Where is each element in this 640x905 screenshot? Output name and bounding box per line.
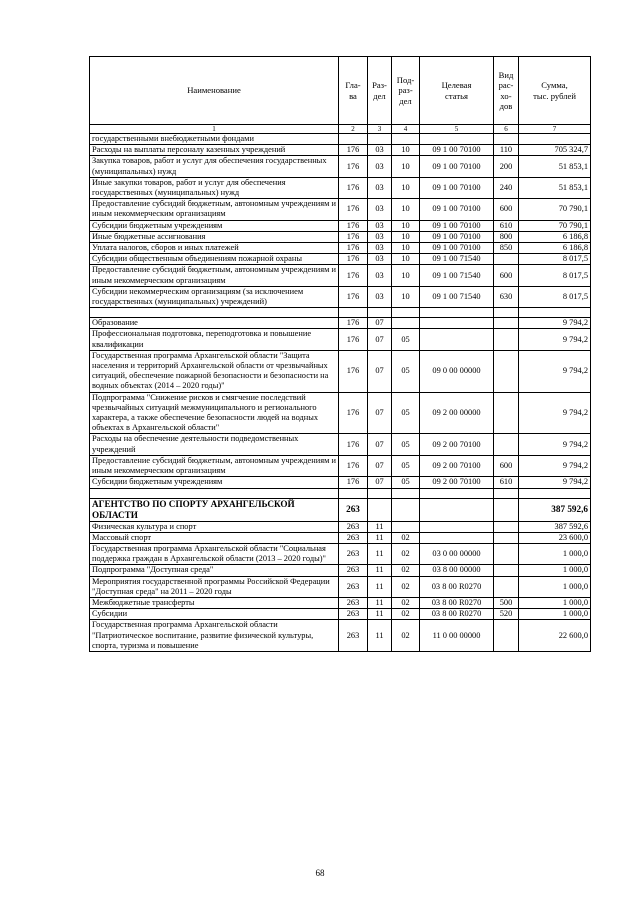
row-glava: 263 bbox=[339, 576, 368, 597]
row-glava bbox=[339, 488, 368, 498]
row-podrazdel bbox=[392, 134, 420, 145]
row-name: Мероприятия государственной программы Российской Федерации "Доступная среда" на 2011 – 2020 годы bbox=[90, 576, 339, 597]
row-name: Субсидии бюджетным учреждениям bbox=[90, 477, 339, 488]
row-razdel: 07 bbox=[368, 434, 392, 455]
row-target-article bbox=[420, 488, 494, 498]
row-razdel: 07 bbox=[368, 350, 392, 392]
row-name: Государственная программа Архангельской области "Социальная поддержка граждан в Архангельской области (2013 – 2020 годы)" bbox=[90, 543, 339, 564]
row-sum: 9 794,2 bbox=[519, 318, 591, 329]
header-sum: Сумма, тыс. рублей bbox=[519, 57, 591, 125]
row-target-article: 03 8 00 R0270 bbox=[420, 576, 494, 597]
row-razdel: 11 bbox=[368, 521, 392, 532]
row-name: Образование bbox=[90, 318, 339, 329]
row-podrazdel: 10 bbox=[392, 231, 420, 242]
row-name bbox=[90, 488, 339, 498]
row-expense-type bbox=[494, 308, 519, 318]
row-name: Подпрограмма "Доступная среда" bbox=[90, 565, 339, 576]
row-expense-type bbox=[494, 521, 519, 532]
row-expense-type bbox=[494, 498, 519, 521]
row-glava: 263 bbox=[339, 620, 368, 652]
row-podrazdel: 10 bbox=[392, 254, 420, 265]
col-number: 2 bbox=[339, 125, 368, 134]
row-sum: 9 794,2 bbox=[519, 434, 591, 455]
row-target-article bbox=[420, 329, 494, 350]
row-sum bbox=[519, 488, 591, 498]
row-expense-type: 110 bbox=[494, 145, 519, 156]
row-name: Государственная программа Архангельской области "Защита населения и территорий Архангельской области от чрезвычайных ситуаций, обеспечение пожарной безопасности и безопасности на водных объектах (2014 – 2020 годы)" bbox=[90, 350, 339, 392]
row-target-article bbox=[420, 134, 494, 145]
row-glava: 263 bbox=[339, 609, 368, 620]
row-podrazdel: 05 bbox=[392, 329, 420, 350]
row-name: Межбюджетные трансферты bbox=[90, 597, 339, 608]
row-razdel: 07 bbox=[368, 455, 392, 476]
row-razdel: 11 bbox=[368, 576, 392, 597]
row-expense-type bbox=[494, 350, 519, 392]
row-glava: 176 bbox=[339, 254, 368, 265]
row-sum: 1 000,0 bbox=[519, 565, 591, 576]
table-row bbox=[90, 392, 591, 434]
row-sum: 8 017,5 bbox=[519, 254, 591, 265]
row-name: Массовый спорт bbox=[90, 532, 339, 543]
row-glava bbox=[339, 308, 368, 318]
row-name: Физическая культура и спорт bbox=[90, 521, 339, 532]
row-name: Иные закупки товаров, работ и услуг для обеспечения государственных (муниципальных) нужд bbox=[90, 177, 339, 198]
row-podrazdel: 10 bbox=[392, 156, 420, 177]
row-razdel: 07 bbox=[368, 318, 392, 329]
row-podrazdel: 02 bbox=[392, 597, 420, 608]
table-row bbox=[90, 498, 591, 521]
table-row bbox=[90, 243, 591, 254]
row-expense-type: 600 bbox=[494, 455, 519, 476]
row-target-article: 09 2 00 00000 bbox=[420, 392, 494, 434]
row-glava: 263 bbox=[339, 597, 368, 608]
row-razdel: 07 bbox=[368, 392, 392, 434]
row-expense-type: 630 bbox=[494, 286, 519, 307]
row-podrazdel: 02 bbox=[392, 620, 420, 652]
row-glava: 263 bbox=[339, 543, 368, 564]
row-podrazdel: 10 bbox=[392, 199, 420, 220]
table-row bbox=[90, 145, 591, 156]
row-sum: 1 000,0 bbox=[519, 576, 591, 597]
row-glava: 263 bbox=[339, 498, 368, 521]
row-expense-type: 600 bbox=[494, 265, 519, 286]
row-sum: 1 000,0 bbox=[519, 609, 591, 620]
row-sum: 22 600,0 bbox=[519, 620, 591, 652]
row-podrazdel: 02 bbox=[392, 543, 420, 564]
row-razdel: 11 bbox=[368, 565, 392, 576]
row-podrazdel: 05 bbox=[392, 350, 420, 392]
header-razdel: Раз- дел bbox=[368, 57, 392, 125]
row-target-article: 09 1 00 71540 bbox=[420, 286, 494, 307]
row-sum: 1 000,0 bbox=[519, 597, 591, 608]
row-target-article: 03 8 00 00000 bbox=[420, 565, 494, 576]
row-name: государственными внебюджетными фондами bbox=[90, 134, 339, 145]
row-sum: 6 186,8 bbox=[519, 243, 591, 254]
table-row bbox=[90, 254, 591, 265]
row-razdel: 07 bbox=[368, 329, 392, 350]
row-target-article: 09 1 00 71540 bbox=[420, 265, 494, 286]
row-podrazdel: 10 bbox=[392, 265, 420, 286]
row-sum: 51 853,1 bbox=[519, 177, 591, 198]
row-razdel: 03 bbox=[368, 156, 392, 177]
row-razdel: 03 bbox=[368, 243, 392, 254]
table-row bbox=[90, 434, 591, 455]
col-number: 5 bbox=[420, 125, 494, 134]
header-podrazdel: Под- раз- дел bbox=[392, 57, 420, 125]
page-number: 68 bbox=[315, 868, 325, 878]
row-expense-type bbox=[494, 565, 519, 576]
col-number: 1 bbox=[90, 125, 339, 134]
row-expense-type bbox=[494, 329, 519, 350]
row-name: Расходы на обеспечение деятельности подведомственных учреждений bbox=[90, 434, 339, 455]
row-sum bbox=[519, 308, 591, 318]
row-expense-type bbox=[494, 434, 519, 455]
row-name: Предоставление субсидий бюджетным, автономным учреждениям и иным некоммерческим организациям bbox=[90, 199, 339, 220]
row-glava: 176 bbox=[339, 286, 368, 307]
row-podrazdel: 10 bbox=[392, 286, 420, 307]
row-target-article: 09 1 00 70100 bbox=[420, 145, 494, 156]
row-glava bbox=[339, 134, 368, 145]
row-glava: 176 bbox=[339, 329, 368, 350]
row-razdel: 03 bbox=[368, 177, 392, 198]
row-target-article: 09 0 00 00000 bbox=[420, 350, 494, 392]
row-sum: 387 592,6 bbox=[519, 521, 591, 532]
col-number: 4 bbox=[392, 125, 420, 134]
spacer-row bbox=[90, 308, 591, 318]
row-razdel bbox=[368, 134, 392, 145]
row-expense-type: 600 bbox=[494, 199, 519, 220]
row-glava: 176 bbox=[339, 177, 368, 198]
row-name: Государственная программа Архангельской области "Патриотическое воспитание, развитие физической культуры, спорта, туризма и повышение bbox=[90, 620, 339, 652]
budget-table bbox=[89, 56, 591, 652]
header-glava: Гла- ва bbox=[339, 57, 368, 125]
row-razdel: 03 bbox=[368, 145, 392, 156]
row-podrazdel: 10 bbox=[392, 145, 420, 156]
table-row bbox=[90, 521, 591, 532]
budget-page bbox=[89, 56, 590, 652]
spacer-row bbox=[90, 488, 591, 498]
row-razdel: 11 bbox=[368, 620, 392, 652]
row-target-article bbox=[420, 318, 494, 329]
row-expense-type bbox=[494, 392, 519, 434]
row-name: Подпрограмма "Снижение рисков и смягчение последствий чрезвычайных ситуаций межмуниципального и регионального характера, а также обеспечение безопасности людей на водных объектах в Архангельской области" bbox=[90, 392, 339, 434]
row-glava: 176 bbox=[339, 434, 368, 455]
row-target-article: 09 2 00 70100 bbox=[420, 434, 494, 455]
row-name: Уплата налогов, сборов и иных платежей bbox=[90, 243, 339, 254]
row-name: Предоставление субсидий бюджетным, автономным учреждениям и иным некоммерческим организациям bbox=[90, 265, 339, 286]
row-razdel: 03 bbox=[368, 286, 392, 307]
table-row bbox=[90, 134, 591, 145]
row-target-article: 09 1 00 70100 bbox=[420, 220, 494, 231]
row-name: Профессиональная подготовка, переподготовка и повышение квалификации bbox=[90, 329, 339, 350]
row-podrazdel bbox=[392, 488, 420, 498]
row-target-article: 09 1 00 70100 bbox=[420, 199, 494, 220]
table-row bbox=[90, 477, 591, 488]
table-row bbox=[90, 620, 591, 652]
row-target-article: 09 2 00 70100 bbox=[420, 477, 494, 488]
column-number-row bbox=[90, 125, 591, 134]
table-row bbox=[90, 455, 591, 476]
row-target-article: 11 0 00 00000 bbox=[420, 620, 494, 652]
header-name: Наименование bbox=[90, 57, 339, 125]
row-razdel: 11 bbox=[368, 543, 392, 564]
row-podrazdel: 02 bbox=[392, 565, 420, 576]
row-name: АГЕНТСТВО ПО СПОРТУ АРХАНГЕЛЬСКОЙ ОБЛАСТИ bbox=[90, 498, 339, 521]
row-glava: 176 bbox=[339, 145, 368, 156]
row-name: Субсидии некоммерческим организациям (за исключением государственных (муниципальных) учреждений) bbox=[90, 286, 339, 307]
row-name: Субсидии общественным объединениям пожарной охраны bbox=[90, 254, 339, 265]
row-name: Субсидии бюджетным учреждениям bbox=[90, 220, 339, 231]
row-podrazdel: 05 bbox=[392, 477, 420, 488]
table-row bbox=[90, 199, 591, 220]
row-razdel: 03 bbox=[368, 265, 392, 286]
row-expense-type: 200 bbox=[494, 156, 519, 177]
row-podrazdel: 05 bbox=[392, 455, 420, 476]
header-row bbox=[90, 57, 591, 125]
row-glava: 263 bbox=[339, 532, 368, 543]
row-sum: 9 794,2 bbox=[519, 392, 591, 434]
col-number: 3 bbox=[368, 125, 392, 134]
row-razdel: 07 bbox=[368, 477, 392, 488]
table-row bbox=[90, 609, 591, 620]
row-glava: 176 bbox=[339, 243, 368, 254]
row-expense-type bbox=[494, 576, 519, 597]
table-row bbox=[90, 576, 591, 597]
row-target-article bbox=[420, 498, 494, 521]
table-row bbox=[90, 318, 591, 329]
row-target-article: 09 1 00 70100 bbox=[420, 231, 494, 242]
row-expense-type bbox=[494, 488, 519, 498]
row-expense-type bbox=[494, 134, 519, 145]
row-glava: 176 bbox=[339, 477, 368, 488]
row-razdel: 03 bbox=[368, 254, 392, 265]
row-sum: 9 794,2 bbox=[519, 350, 591, 392]
row-expense-type bbox=[494, 254, 519, 265]
row-target-article: 03 8 00 R0270 bbox=[420, 597, 494, 608]
row-target-article: 09 1 00 71540 bbox=[420, 254, 494, 265]
row-expense-type: 520 bbox=[494, 609, 519, 620]
row-glava: 176 bbox=[339, 199, 368, 220]
header-expense-type: Вид рас- хо- дов bbox=[494, 57, 519, 125]
row-target-article bbox=[420, 521, 494, 532]
row-expense-type: 850 bbox=[494, 243, 519, 254]
table-row bbox=[90, 597, 591, 608]
row-sum: 9 794,2 bbox=[519, 329, 591, 350]
row-podrazdel: 02 bbox=[392, 609, 420, 620]
row-target-article: 09 1 00 70100 bbox=[420, 177, 494, 198]
row-expense-type bbox=[494, 318, 519, 329]
row-razdel bbox=[368, 488, 392, 498]
table-row bbox=[90, 543, 591, 564]
row-name: Закупка товаров, работ и услуг для обеспечения государственных (муниципальных) нужд bbox=[90, 156, 339, 177]
row-podrazdel bbox=[392, 521, 420, 532]
row-podrazdel: 05 bbox=[392, 392, 420, 434]
table-row bbox=[90, 565, 591, 576]
table-row bbox=[90, 265, 591, 286]
row-expense-type bbox=[494, 532, 519, 543]
row-razdel: 11 bbox=[368, 597, 392, 608]
row-name: Предоставление субсидий бюджетным, автономным учреждениям и иным некоммерческим организациям bbox=[90, 455, 339, 476]
row-sum: 9 794,2 bbox=[519, 455, 591, 476]
row-expense-type: 800 bbox=[494, 231, 519, 242]
row-sum: 23 600,0 bbox=[519, 532, 591, 543]
row-razdel: 03 bbox=[368, 231, 392, 242]
row-podrazdel: 02 bbox=[392, 576, 420, 597]
row-glava: 176 bbox=[339, 392, 368, 434]
row-target-article: 03 0 00 00000 bbox=[420, 543, 494, 564]
row-razdel bbox=[368, 308, 392, 318]
row-target-article: 09 1 00 70100 bbox=[420, 243, 494, 254]
table-row bbox=[90, 286, 591, 307]
row-sum: 1 000,0 bbox=[519, 543, 591, 564]
table-row bbox=[90, 532, 591, 543]
row-sum: 9 794,2 bbox=[519, 477, 591, 488]
row-name: Расходы на выплаты персоналу казенных учреждений bbox=[90, 145, 339, 156]
table-row bbox=[90, 350, 591, 392]
table-row bbox=[90, 231, 591, 242]
row-podrazdel: 10 bbox=[392, 177, 420, 198]
table-row bbox=[90, 329, 591, 350]
row-sum: 705 324,7 bbox=[519, 145, 591, 156]
row-sum: 8 017,5 bbox=[519, 265, 591, 286]
row-expense-type bbox=[494, 543, 519, 564]
table-row bbox=[90, 220, 591, 231]
row-glava: 176 bbox=[339, 350, 368, 392]
col-number: 6 bbox=[494, 125, 519, 134]
row-target-article: 03 8 00 R0270 bbox=[420, 609, 494, 620]
row-glava: 176 bbox=[339, 156, 368, 177]
row-name: Иные бюджетные ассигнования bbox=[90, 231, 339, 242]
row-glava: 263 bbox=[339, 521, 368, 532]
row-podrazdel: 10 bbox=[392, 243, 420, 254]
row-podrazdel bbox=[392, 498, 420, 521]
row-expense-type bbox=[494, 620, 519, 652]
row-name: Субсидии bbox=[90, 609, 339, 620]
row-sum: 70 790,1 bbox=[519, 220, 591, 231]
row-sum: 51 853,1 bbox=[519, 156, 591, 177]
row-sum: 70 790,1 bbox=[519, 199, 591, 220]
row-expense-type: 610 bbox=[494, 220, 519, 231]
row-podrazdel bbox=[392, 308, 420, 318]
row-razdel: 11 bbox=[368, 609, 392, 620]
row-razdel bbox=[368, 498, 392, 521]
col-number: 7 bbox=[519, 125, 591, 134]
row-podrazdel bbox=[392, 318, 420, 329]
row-expense-type: 610 bbox=[494, 477, 519, 488]
row-podrazdel: 10 bbox=[392, 220, 420, 231]
row-razdel: 03 bbox=[368, 220, 392, 231]
row-glava: 176 bbox=[339, 231, 368, 242]
row-target-article: 09 1 00 70100 bbox=[420, 156, 494, 177]
row-target-article bbox=[420, 532, 494, 543]
header-target-article: Целевая статья bbox=[420, 57, 494, 125]
row-glava: 176 bbox=[339, 265, 368, 286]
row-razdel: 11 bbox=[368, 532, 392, 543]
row-razdel: 03 bbox=[368, 199, 392, 220]
table-body bbox=[90, 134, 591, 652]
row-sum: 8 017,5 bbox=[519, 286, 591, 307]
row-sum: 387 592,6 bbox=[519, 498, 591, 521]
table-row bbox=[90, 177, 591, 198]
row-name bbox=[90, 308, 339, 318]
row-expense-type: 500 bbox=[494, 597, 519, 608]
row-target-article bbox=[420, 308, 494, 318]
row-expense-type: 240 bbox=[494, 177, 519, 198]
row-glava: 176 bbox=[339, 220, 368, 231]
row-podrazdel: 02 bbox=[392, 532, 420, 543]
row-target-article: 09 2 00 70100 bbox=[420, 455, 494, 476]
row-sum: 6 186,8 bbox=[519, 231, 591, 242]
row-glava: 176 bbox=[339, 318, 368, 329]
table-row bbox=[90, 156, 591, 177]
row-sum bbox=[519, 134, 591, 145]
row-glava: 176 bbox=[339, 455, 368, 476]
row-glava: 263 bbox=[339, 565, 368, 576]
row-podrazdel: 05 bbox=[392, 434, 420, 455]
